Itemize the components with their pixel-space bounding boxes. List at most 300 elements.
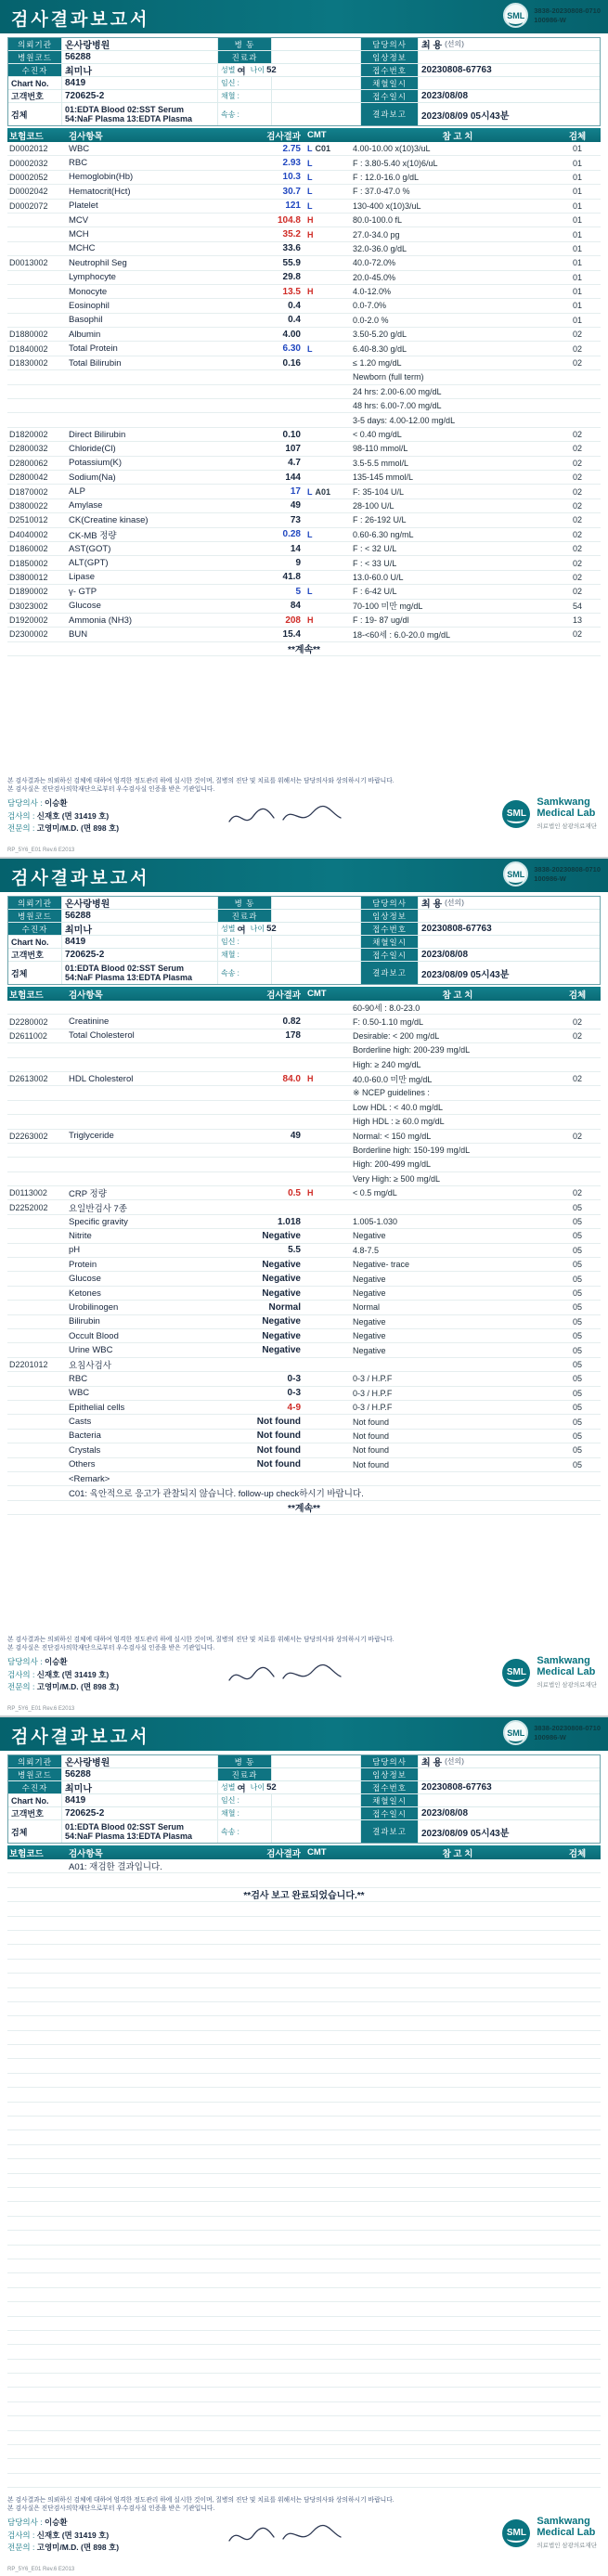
table-row <box>7 2116 601 2130</box>
table-row <box>7 2088 601 2102</box>
cell-insurance-code: D2800032 <box>9 444 48 454</box>
cell-result: 0.5 <box>288 1187 301 1198</box>
cell-test-name <box>69 2088 226 2101</box>
cell-cmt <box>301 256 353 269</box>
label-examiner: 검사의 : <box>7 2530 35 2540</box>
cell-insurance-code <box>7 2474 69 2487</box>
cell-reference: High: ≥ 240 mg/dL <box>353 1059 421 1069</box>
cell-result: 4.7 <box>288 458 301 469</box>
cell-reference: F: 0.50-1.10 mg/dL <box>353 1016 424 1027</box>
collection-datetime-value <box>419 77 600 90</box>
cell-reference <box>353 2345 563 2358</box>
cell-specimen-code <box>563 2459 592 2472</box>
cell-test-name: Chloride(Cl) <box>69 443 116 454</box>
cell-specimen-code <box>563 2145 592 2158</box>
cell-result: Not found <box>256 1430 301 1442</box>
cell-cmt <box>301 1001 353 1014</box>
cell-cmt <box>301 413 353 426</box>
cell-specimen-code <box>563 1043 592 1056</box>
cell-result: 208 <box>285 615 301 626</box>
cell-specimen-code <box>563 2059 592 2072</box>
cell-result <box>226 2259 301 2272</box>
label-specimen: 검체 <box>8 962 62 984</box>
cell-specimen-code: 02 <box>572 515 582 525</box>
cell-cmt <box>301 2459 353 2472</box>
cell-insurance-code <box>7 1301 69 1314</box>
cell-insurance-code <box>7 1988 69 2001</box>
cell-insurance-code <box>7 2445 69 2458</box>
cell-specimen-code <box>563 1472 592 1485</box>
label-age: 나이 <box>250 925 265 933</box>
cell-result <box>226 1873 301 1886</box>
label-urgent: 속송 : <box>218 1820 272 1843</box>
document-number <box>534 6 601 24</box>
cell-result <box>226 2059 301 2072</box>
cell-cmt <box>301 1415 353 1428</box>
cell-cmt <box>301 585 353 598</box>
cell-test-name: Glucose <box>69 601 101 612</box>
patient-info-panel <box>7 37 601 126</box>
cell-test-name <box>69 2246 226 2259</box>
table-row <box>7 2045 601 2059</box>
cell-cmt <box>301 628 353 641</box>
footer-attending-name: 이승환 <box>44 2518 68 2528</box>
label-accession-number: 접수번호 <box>361 1781 419 1794</box>
cell-result: 29.8 <box>282 272 301 283</box>
cell-test-name <box>69 1945 226 1958</box>
cell-test-name: Lipase <box>69 572 95 583</box>
table-row <box>7 185 601 199</box>
cell-reference <box>353 2474 563 2487</box>
cell-result: 0.82 <box>282 1016 301 1028</box>
cell-cmt <box>301 1945 353 1958</box>
cell-specimen-code <box>563 2388 592 2401</box>
cell-cmt <box>301 571 353 584</box>
cell-result: Normal <box>268 1301 301 1313</box>
cell-insurance-code <box>7 1415 69 1428</box>
table-row <box>7 1501 601 1515</box>
cell-test-name <box>69 2231 226 2244</box>
label-specialist: 전문의 : <box>7 1681 35 1691</box>
row-wide-text: A01: 재검한 결과입니다. <box>69 1862 162 1873</box>
cell-reference: 4.00-10.00 x(10)3/uL <box>353 144 431 154</box>
cell-result <box>226 1974 301 1987</box>
cell-result <box>226 2302 301 2315</box>
cell-insurance-code: D2201012 <box>9 1359 48 1369</box>
result-flag: L <box>307 158 313 168</box>
cell-insurance-code <box>7 2459 69 2472</box>
cell-test-name: 요침사검사 <box>69 1360 111 1371</box>
cell-test-name: Hemoglobin(Hb) <box>69 172 134 183</box>
cell-cmt <box>301 1960 353 1973</box>
table-row <box>7 1272 601 1286</box>
document-number-line2: 100986-W <box>534 15 566 24</box>
cell-cmt <box>301 2130 353 2143</box>
cell-result: 4-9 <box>287 1402 301 1413</box>
table-row <box>7 356 601 370</box>
cell-result <box>226 2031 301 2044</box>
table-row <box>7 471 601 485</box>
cell-reference: 40.0-60.0 미만 mg/dL <box>353 1074 433 1084</box>
cell-test-name: Urobilinogen <box>69 1301 119 1313</box>
cell-insurance-code: D4040002 <box>9 529 48 539</box>
cell-cmt <box>301 2031 353 2044</box>
cell-specimen-code: 02 <box>572 572 582 582</box>
cell-insurance-code <box>7 2188 69 2201</box>
table-row <box>7 1072 601 1086</box>
cell-test-name: Bilirubin <box>69 1316 100 1327</box>
label-pregnancy: 임신 : <box>218 77 272 90</box>
cell-result: Not found <box>256 1459 301 1470</box>
cell-reference: Borderline high: 200-239 mg/dL <box>353 1045 471 1055</box>
table-row <box>7 299 601 313</box>
table-row <box>7 1058 601 1072</box>
cell-specimen-code: 05 <box>572 1274 582 1284</box>
table-row <box>7 1158 601 1171</box>
cell-insurance-code <box>7 1329 69 1342</box>
cell-test-name <box>69 2116 226 2129</box>
table-row <box>7 1101 601 1115</box>
cell-specimen-code: 13 <box>572 615 582 626</box>
cell-reference: 80.0-100.0 fL <box>353 215 403 226</box>
table-row <box>7 2459 601 2473</box>
attending-doctor-line <box>7 2517 226 2529</box>
label-attending-doctor: 담당의사 <box>361 897 419 910</box>
footer-attending-name: 이승환 <box>44 1657 68 1667</box>
cell-insurance-code <box>7 1486 69 1499</box>
column-header-insurance-code: 보험코드 <box>9 1848 44 1859</box>
cell-insurance-code <box>7 1258 69 1271</box>
cell-cmt <box>301 1043 353 1056</box>
label-customer-number: 고객번호 <box>8 949 62 962</box>
cell-insurance-code: D3023002 <box>9 601 48 611</box>
cell-reference: 0.0-7.0% <box>353 301 387 311</box>
cell-specimen-code: 05 <box>572 1331 582 1341</box>
table-row <box>7 2259 601 2273</box>
cell-specimen-code: 02 <box>572 343 582 354</box>
cell-cmt <box>301 200 353 213</box>
label-sex: 성별 <box>221 66 236 74</box>
cell-result: 5 <box>295 586 301 597</box>
label-urgent: 속송 : <box>218 962 272 984</box>
cell-specimen-code: 02 <box>572 1030 582 1041</box>
cell-test-name <box>69 2159 226 2172</box>
cell-specimen-code <box>563 2088 592 2101</box>
cell-cmt <box>301 1301 353 1314</box>
table-row <box>7 2159 601 2173</box>
cell-cmt <box>301 2059 353 2072</box>
cell-specimen-code: 05 <box>572 1430 582 1441</box>
cell-specimen-code <box>563 2431 592 2444</box>
cell-insurance-code: D0002072 <box>9 201 48 211</box>
cell-cmt <box>301 1144 353 1157</box>
cell-reference <box>353 2317 563 2330</box>
cell-cmt <box>301 214 353 227</box>
cell-test-name <box>69 1058 226 1071</box>
table-row <box>7 1458 601 1472</box>
cell-reference: < 0.40 mg/dL <box>353 430 402 439</box>
cell-test-name <box>69 2302 226 2315</box>
cell-test-name: 요일반검사 7종 <box>69 1203 127 1214</box>
result-flag: L <box>307 529 313 539</box>
cell-cmt <box>301 2331 353 2344</box>
row-center-text: **계속** <box>288 1504 320 1515</box>
cell-cmt <box>301 2116 353 2129</box>
cell-reference: High: 200-499 mg/dL <box>353 1159 432 1170</box>
cell-specimen-code <box>563 2402 592 2415</box>
requesting-org-value: 온사랑병원 <box>62 1755 218 1768</box>
cell-reference <box>353 2402 563 2415</box>
column-header-result: 검사결과 <box>266 131 301 142</box>
hospital-code-value: 56288 <box>62 910 218 923</box>
form-number: RP_5Y6_E01 Rev.6 E2013 <box>7 1706 75 1712</box>
result-flag: H <box>307 1188 314 1198</box>
cell-insurance-code <box>7 1287 69 1300</box>
cell-insurance-code <box>7 1859 69 1872</box>
cell-specimen-code: 02 <box>572 458 582 468</box>
cell-test-name <box>69 2374 226 2387</box>
cell-specimen-code <box>563 2259 592 2272</box>
table-row <box>7 2416 601 2430</box>
table-row <box>7 585 601 599</box>
pregnancy-value <box>272 936 361 949</box>
cell-specimen-code: 01 <box>572 144 582 154</box>
cell-result: 55.9 <box>282 257 301 268</box>
cell-specimen-code <box>563 2002 592 2015</box>
table-row <box>7 1015 601 1029</box>
cell-reference: Normal <box>353 1302 381 1313</box>
cell-insurance-code <box>7 2174 69 2187</box>
cell-reference: Newborn (full term) <box>353 372 424 382</box>
sml-footer-logo-text: SML <box>506 2528 526 2539</box>
table-row <box>7 571 601 585</box>
cell-result: 1.018 <box>277 1216 301 1227</box>
cell-specimen-code <box>563 1945 592 1958</box>
lab-name-line2: Medical Lab <box>537 808 596 820</box>
report-title: 검사결과보고서 <box>11 1728 150 1747</box>
footer-notice <box>7 777 601 794</box>
lab-name-line1: Samkwang <box>537 2516 590 2528</box>
cell-test-name: γ- GTP <box>69 586 97 597</box>
cell-insurance-code <box>7 1945 69 1958</box>
table-row <box>7 1130 601 1144</box>
table-row <box>7 2445 601 2459</box>
accession-number-value: 20230808-67763 <box>419 64 600 77</box>
label-specialist: 전문의 : <box>7 2542 35 2552</box>
cell-cmt <box>301 1058 353 1071</box>
cell-test-name: Protein <box>69 1259 97 1270</box>
cell-insurance-code <box>7 2302 69 2315</box>
cell-test-name: Crystals <box>69 1444 101 1456</box>
cell-insurance-code: D1870002 <box>9 486 48 497</box>
cell-specimen-code: 05 <box>572 1374 582 1384</box>
cell-specimen-code <box>563 2331 592 2344</box>
cell-insurance-code <box>7 2217 69 2230</box>
cell-insurance-code: D0002032 <box>9 158 48 168</box>
cell-reference: F : 19- 87 ug/dl <box>353 615 409 626</box>
cell-reference: 0.60-6.30 ng/mL <box>353 529 414 539</box>
cell-insurance-code: D3800012 <box>9 572 48 582</box>
cell-test-name <box>69 2103 226 2116</box>
label-clinical-info: 임상정보 <box>361 51 419 64</box>
cell-reference: Normal: < 150 mg/dL <box>353 1131 432 1141</box>
cell-reference: Low HDL : < 40.0 mg/dL <box>353 1102 443 1112</box>
cell-reference <box>353 1873 563 1886</box>
cell-specimen-code <box>563 385 592 398</box>
chart-no-value: 8419 <box>62 77 218 90</box>
cell-insurance-code <box>7 2059 69 2072</box>
cell-result <box>226 2388 301 2401</box>
clinical-info-value <box>419 1768 600 1781</box>
cell-reference: F : 26-192 U/L <box>353 515 407 525</box>
table-row <box>7 499 601 513</box>
cell-reference <box>353 2360 563 2373</box>
cell-specimen-code: 02 <box>572 587 582 597</box>
result-flag: H <box>307 229 314 239</box>
cell-reference <box>353 2159 563 2172</box>
table-row <box>7 1144 601 1158</box>
hospital-code-value: 56288 <box>62 51 218 64</box>
cell-test-name: MCH <box>69 229 89 240</box>
cell-reference: 0.0-2.0 % <box>353 315 389 325</box>
cell-cmt <box>301 242 353 255</box>
cell-test-name <box>69 1172 226 1185</box>
cell-specimen-code <box>563 2317 592 2330</box>
cell-test-name: HDL Cholesterol <box>69 1073 134 1084</box>
column-header-test-item: 검사항목 <box>69 1848 103 1859</box>
specialist-line <box>7 1681 226 1693</box>
label-urgent: 속송 : <box>218 103 272 125</box>
table-row <box>7 1902 601 1916</box>
cell-cmt <box>301 342 353 355</box>
label-clinical-info: 임상정보 <box>361 1768 419 1781</box>
cell-reference <box>353 2431 563 2444</box>
cell-specimen-code: 01 <box>572 201 582 211</box>
results-table-body <box>7 1859 601 2488</box>
cell-insurance-code <box>7 1430 69 1443</box>
table-row <box>7 2145 601 2159</box>
label-pregnancy: 임신 : <box>218 936 272 949</box>
cell-test-name: ALP <box>69 486 85 498</box>
examiner-line <box>7 2530 226 2542</box>
cell-result: 9 <box>295 558 301 569</box>
cell-insurance-code <box>7 1387 69 1400</box>
table-row <box>7 200 601 214</box>
cell-result: Negative <box>262 1230 301 1241</box>
patient-info-panel <box>7 896 601 985</box>
cell-insurance-code <box>7 2116 69 2129</box>
cell-result <box>226 2416 301 2429</box>
cell-test-name <box>69 399 226 412</box>
cell-insurance-code <box>7 1472 69 1485</box>
cell-test-name <box>69 413 226 426</box>
cell-insurance-code <box>7 1101 69 1114</box>
form-number: RP_5Y6_E01 Rev.6 E2013 <box>7 848 75 853</box>
cell-specimen-code <box>563 1115 592 1128</box>
document-number <box>534 1724 601 1741</box>
collection-value <box>272 949 361 962</box>
cell-result: 178 <box>285 1030 301 1042</box>
cell-reference: 0-3 / H.P.F <box>353 1374 393 1384</box>
cell-reference: F : 37.0-47.0 % <box>353 187 410 197</box>
cell-reference: Borderline high: 150-199 mg/dL <box>353 1146 471 1156</box>
table-row <box>7 1974 601 1987</box>
footer-logo-block <box>502 1656 601 1689</box>
cell-result: 2.75 <box>282 143 301 154</box>
table-row <box>7 2202 601 2216</box>
table-row <box>7 485 601 498</box>
cell-cmt <box>301 227 353 240</box>
cell-result <box>226 2345 301 2358</box>
department-value <box>272 910 361 923</box>
column-header-test-item: 검사항목 <box>69 131 103 142</box>
cell-reference: 1.005-1.030 <box>353 1217 398 1227</box>
cell-test-name <box>69 2045 226 2058</box>
cell-specimen-code <box>563 1172 592 1185</box>
cell-specimen-code: 05 <box>572 1217 582 1227</box>
cell-insurance-code <box>7 285 69 298</box>
table-row <box>7 1372 601 1386</box>
cell-specimen-code <box>563 413 592 426</box>
attending-doctor-line <box>7 797 226 809</box>
cell-test-name: Hematocrit(Hct) <box>69 186 131 197</box>
table-row <box>7 342 601 356</box>
cell-reference <box>353 2302 563 2315</box>
chart-no-value: 8419 <box>62 1794 218 1807</box>
cell-result <box>226 1001 301 1014</box>
cell-specimen-code: 02 <box>572 500 582 511</box>
cell-cmt: L A01 <box>307 486 331 497</box>
label-received-datetime: 접수일시 <box>361 90 419 103</box>
table-row <box>7 1229 601 1243</box>
document-number-line1: 3838-20230808-0710 <box>534 6 601 16</box>
table-row <box>7 1215 601 1229</box>
lab-org-subline: 의료법인 삼광의료재단 <box>537 1682 597 1689</box>
cell-result <box>226 1917 301 1930</box>
label-received-datetime: 접수일시 <box>361 1807 419 1820</box>
table-row <box>7 1387 601 1401</box>
label-sex: 성별 <box>221 925 236 933</box>
cell-insurance-code <box>7 1343 69 1356</box>
column-header-specimen: 검체 <box>568 990 587 1001</box>
cell-test-name <box>69 1974 226 1987</box>
table-row <box>7 2217 601 2231</box>
cell-reference <box>353 1945 563 1958</box>
cell-cmt <box>301 1072 353 1085</box>
cell-test-name <box>69 1931 226 1944</box>
cell-specimen-code: 05 <box>572 1417 582 1427</box>
cell-result <box>226 1945 301 1958</box>
cell-result <box>226 2246 301 2259</box>
cell-insurance-code: D2800042 <box>9 472 48 483</box>
table-row <box>7 1343 601 1357</box>
cell-reference <box>353 2202 563 2215</box>
label-accession-number: 접수번호 <box>361 64 419 77</box>
sex-value: 여 <box>237 66 246 77</box>
cell-cmt <box>301 457 353 470</box>
cell-insurance-code <box>7 242 69 255</box>
cell-cmt <box>301 1931 353 1944</box>
cell-result <box>226 399 301 412</box>
table-row <box>7 1415 601 1429</box>
cell-result: 73 <box>290 514 301 525</box>
table-row <box>7 370 601 384</box>
cell-specimen-code: 02 <box>572 472 582 483</box>
cell-insurance-code: D1860002 <box>9 544 48 554</box>
label-department: 진료과 <box>218 1768 272 1781</box>
cell-result: Negative <box>262 1330 301 1341</box>
cell-reference <box>353 2074 563 2087</box>
